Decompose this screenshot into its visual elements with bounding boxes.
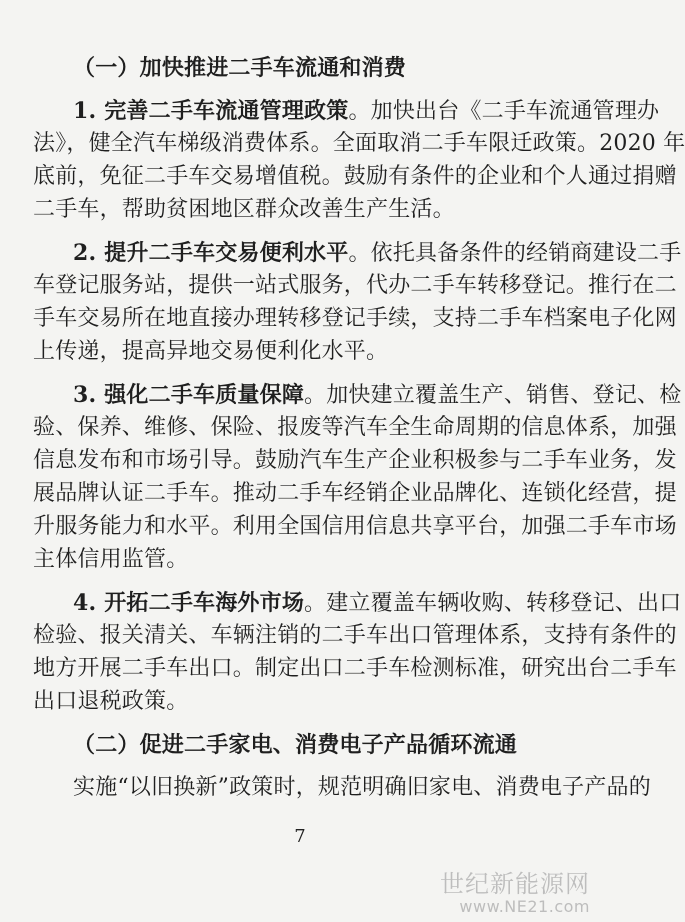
- item-1-heading: 1. 完善二手车流通管理政策: [73, 98, 349, 124]
- item-3-line-4: 展品牌认证二手车。推动二手车经销企业品牌化、连锁化经营，提: [33, 481, 677, 506]
- item-4-heading: 4. 开拓二手车海外市场: [73, 590, 305, 616]
- item-4-line-2: 检验、报关清关、车辆注销的二手车出口管理体系，支持有条件的: [33, 623, 677, 648]
- item-4-line-1-rest: 。建立覆盖车辆收购、转移登记、出口: [304, 591, 682, 616]
- item-2-heading: 2. 提升二手车交易便利水平: [73, 240, 349, 266]
- item-2-line-4: 上传递，提高异地交易便利化水平。: [33, 339, 389, 364]
- item-3-line-2: 验、保养、维修、保险、报废等汽车全生命周期的信息体系，加强: [33, 415, 677, 440]
- item-4-line-1: [0, 588, 682, 619]
- section-two-line-1: 实施“以旧换新”政策时，规范明确旧家电、消费电子产品的: [73, 775, 651, 800]
- watermark-text: 世纪新能源网: [440, 870, 590, 898]
- section-one-title: （一）加快推进二手车流通和消费: [73, 55, 407, 81]
- item-3-heading: 3. 强化二手车质量保障: [73, 382, 305, 408]
- item-1-line-3: 底前，免征二手车交易增值税。鼓励有条件的企业和个人通过捐赠: [33, 164, 677, 189]
- item-3-line-6: 主体信用监管。: [33, 547, 189, 572]
- item-1-line-4: 二手车，帮助贫困地区群众改善生产生活。: [33, 197, 455, 222]
- item-2-line-1-rest: 。依托具备条件的经销商建设二手: [348, 241, 682, 266]
- section-two-title: （二）促进二手家电、消费电子产品循环流通: [73, 732, 518, 758]
- item-3-line-3: 信息发布和市场引导。鼓励汽车生产企业积极参与二手车业务，发: [33, 448, 677, 473]
- watermark-url: www.NE21.com: [459, 897, 590, 916]
- item-3-line-1: [0, 380, 682, 411]
- watermark: [440, 870, 590, 916]
- item-1-line-1-rest: 。加快出台《二手车流通管理办: [348, 99, 660, 124]
- item-1-line-1: [0, 96, 673, 127]
- item-4-line-3: 地方开展二手车出口。制定出口二手车检测标准，研究出台二手车: [33, 656, 677, 681]
- item-3-line-5: 升服务能力和水平。利用全国信用信息共享平台，加强二手车市场: [33, 514, 677, 539]
- item-4-line-4: 出口退税政策。: [33, 689, 189, 714]
- item-2-line-3: 手车交易所在地直接办理转移登记手续，支持二手车档案电子化网: [33, 306, 677, 331]
- page-number: 7: [294, 826, 306, 847]
- item-1-line-2: 法》，健全汽车梯级消费体系。全面取消二手车限迁政策。2020 年: [33, 131, 685, 156]
- item-3-line-1-rest: 。加快建立覆盖生产、销售、登记、检: [304, 383, 682, 408]
- item-2-line-2: 车登记服务站，提供一站式服务，代办二手车转移登记。推行在二: [33, 273, 677, 298]
- item-2-line-1: [0, 238, 682, 269]
